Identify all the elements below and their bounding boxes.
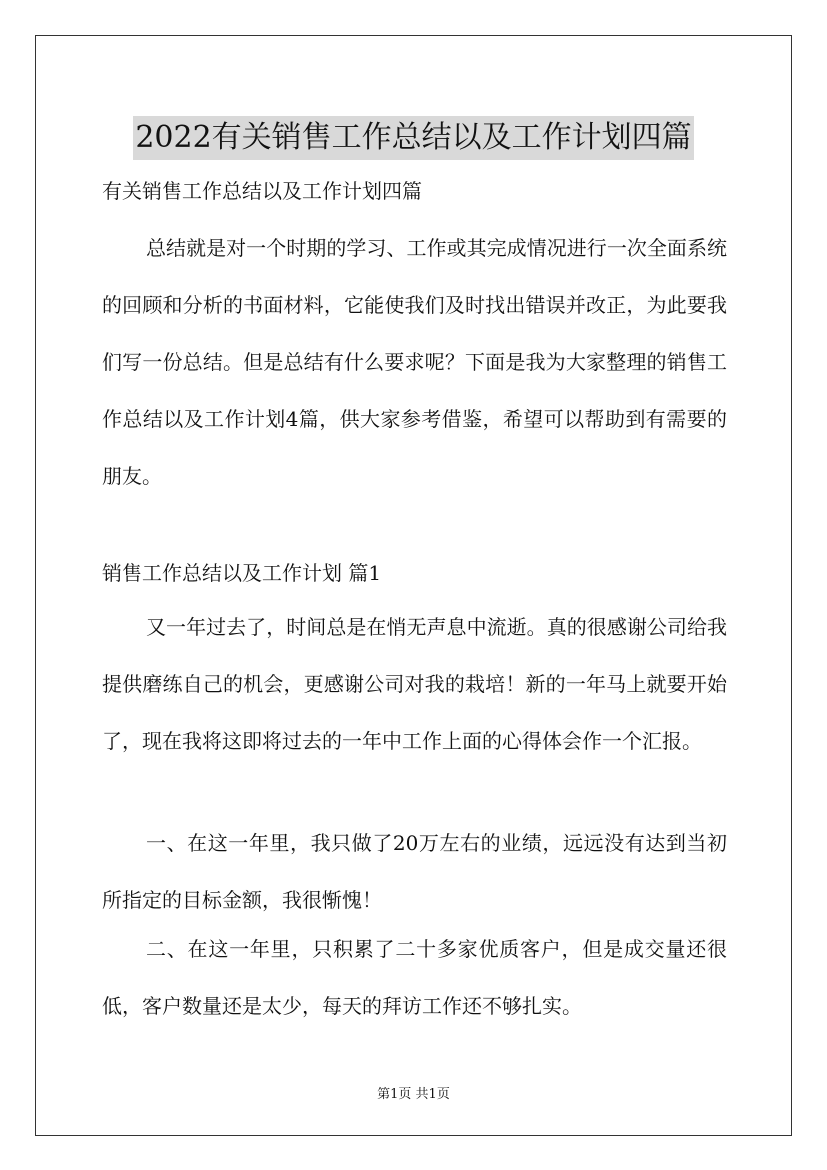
intro-paragraph: 总结就是对一个时期的学习、工作或其完成情况进行一次全面系统的回顾和分析的书面材料，它能使我们及时找出错误并改正，为此要我们写一份总结。但是总结有什么要求呢？下面是我为大家整理的销售工作总结以及工作计划4篇，供大家参考借鉴，希望可以帮助到有需要的朋友。 <box>102 236 727 488</box>
section-heading: 销售工作总结以及工作计划 篇1 <box>102 561 382 585</box>
body-paragraph-1: 又一年过去了，时间总是在悄无声息中流逝。真的很感谢公司给我提供磨练自己的机会，更感谢公司对我的栽培！新的一年马上就要开始了，现在我将这即将过去的一年中工作上面的心得体会作一个汇报。 <box>102 615 727 753</box>
page-footer: 第1页 共1页 <box>377 1087 450 1102</box>
body-paragraph-3: 二、在这一年里，只积累了二十多家优质客户，但是成交量还很低，客户数量还是太少，每天的拜访工作还不够扎实。 <box>102 937 727 1018</box>
document-subtitle: 有关销售工作总结以及工作计划四篇 <box>102 179 422 203</box>
document-title: 2022有关销售工作总结以及工作计划四篇 <box>133 116 693 160</box>
body-paragraph-2: 一、在这一年里，我只做了20万左右的业绩，远远没有达到当初所指定的目标金额，我很惭愧！ <box>102 831 727 912</box>
